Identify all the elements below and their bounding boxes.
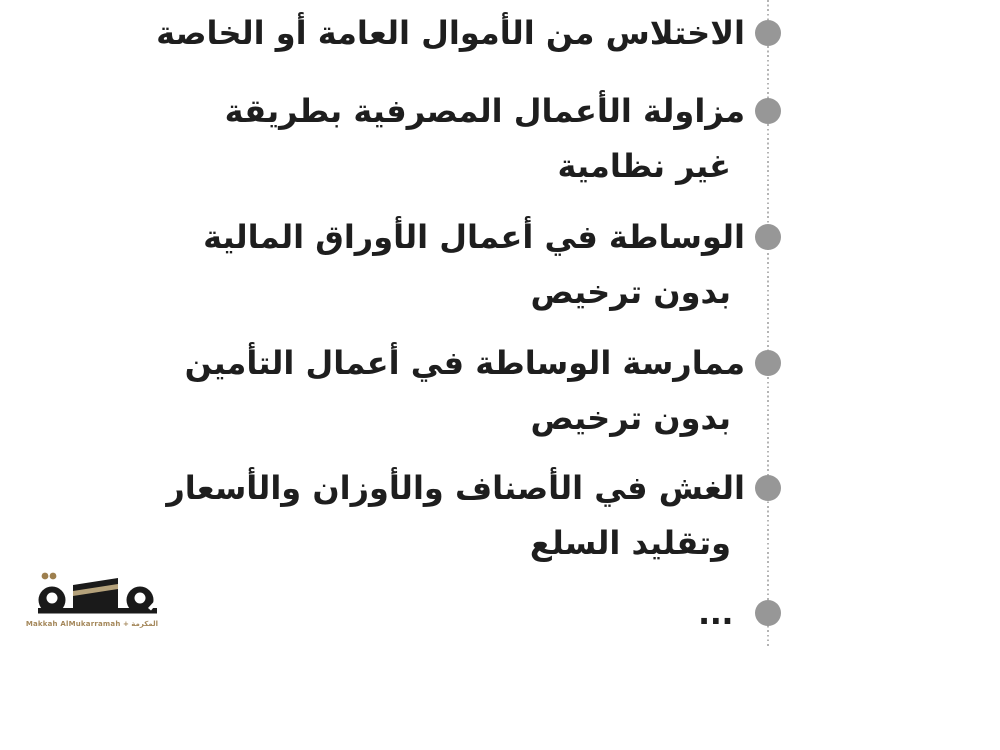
makkah-newspaper-logo xyxy=(25,566,160,636)
logo-tagline: المكرمة + Makkah AlMukarramah xyxy=(25,620,158,628)
list-item-text: بدون ترخيص xyxy=(530,399,731,437)
bullet-marker xyxy=(755,224,781,250)
bullet-marker xyxy=(755,20,781,46)
list-item-text: ممارسة الوساطة في أعمال التأمين xyxy=(184,344,745,382)
timeline-dotted-line xyxy=(767,0,769,646)
bullet-marker xyxy=(755,98,781,124)
list-item-text: الاختلاس من الأموال العامة أو الخاصة xyxy=(156,14,745,52)
list-item-text: الوساطة في أعمال الأوراق المالية xyxy=(203,218,745,256)
bullet-marker xyxy=(755,600,781,626)
bullet-marker xyxy=(755,475,781,501)
list-item-ellipsis: ... xyxy=(698,594,733,632)
bullet-marker xyxy=(755,350,781,376)
list-item-text: غير نظامية xyxy=(557,147,731,185)
list-item xyxy=(166,461,745,571)
list-item-text: مزاولة الأعمال المصرفية بطريقة xyxy=(224,92,745,130)
list-item xyxy=(185,336,745,446)
list-item-text: الغش في الأصناف والأوزان والأسعار xyxy=(166,469,745,507)
list-item xyxy=(156,6,745,61)
list-item-text: وتقليد السلع xyxy=(529,524,731,562)
list-item xyxy=(203,210,745,320)
list-item xyxy=(225,84,745,194)
list-item-text: بدون ترخيص xyxy=(530,273,731,311)
makkah-wordmark-kaaba-icon xyxy=(36,566,160,618)
list-item xyxy=(698,586,745,641)
